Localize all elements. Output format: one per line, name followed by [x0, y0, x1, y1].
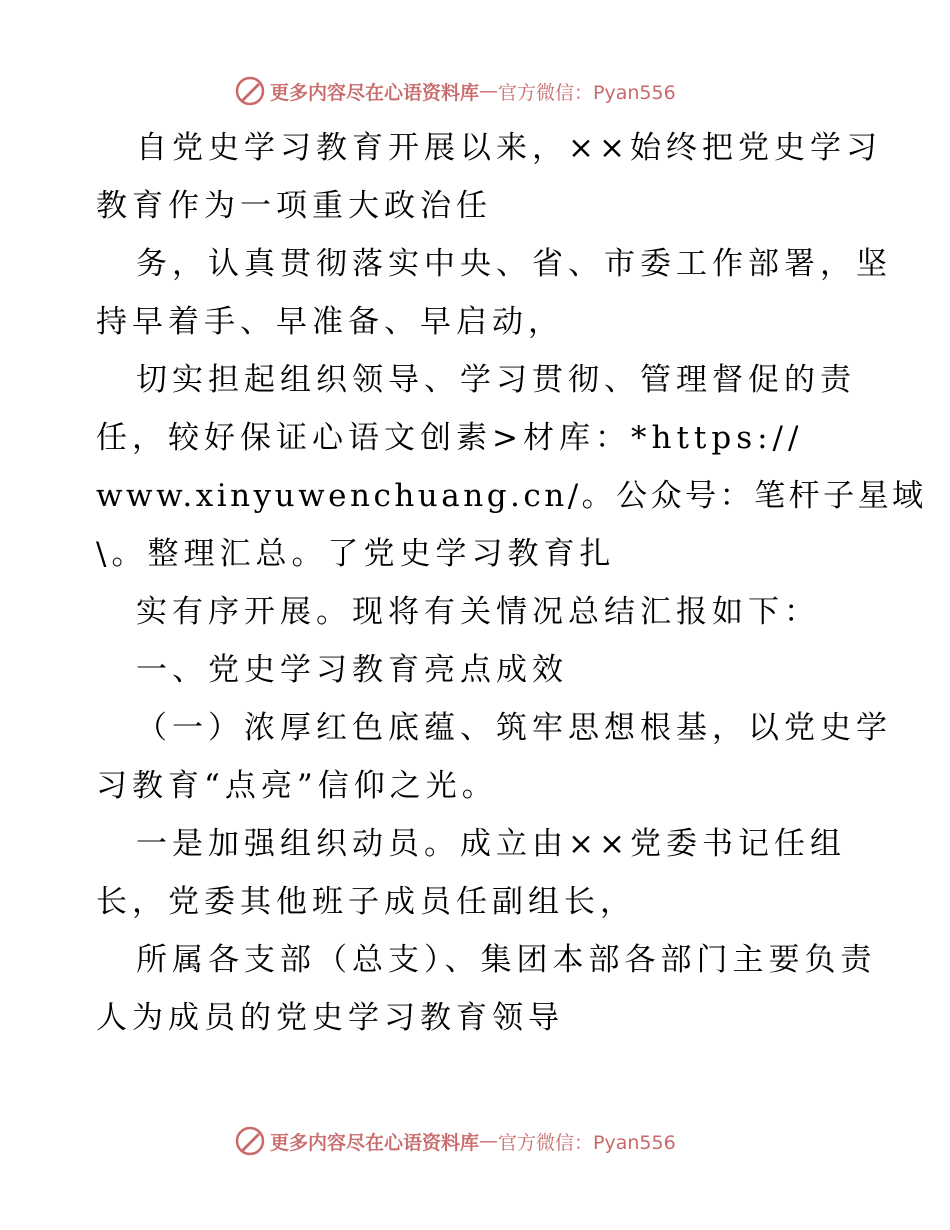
body-line: 自党史学习教育开展以来，××始终把党史学习: [136, 130, 882, 166]
body-line: \。整理汇总。了党史学习教育扎: [96, 536, 616, 572]
body-line: 教育作为一项重大政治任: [96, 188, 492, 224]
quill-logo-icon: [234, 1125, 266, 1157]
watermark-separator: —: [479, 80, 499, 102]
watermark-wechat: 官方微信：Pyan556: [498, 81, 676, 104]
watermark-brand: 更多内容尽在心语资料库: [270, 81, 480, 104]
quill-logo-icon: [234, 75, 266, 107]
body-line: 长，党委其他班子成员任副组长，: [96, 884, 636, 920]
footer-watermark: [234, 1124, 676, 1158]
subsection-heading-cont: 习教育“点亮”信仰之光。: [96, 768, 498, 804]
watermark-wechat: 官方微信：Pyan556: [498, 1131, 676, 1154]
body-line: 一是加强组织动员。成立由××党委书记任组: [136, 826, 846, 862]
body-line: 所属各支部（总支）、集团本部各部门主要负责: [136, 942, 877, 978]
body-line: 切实担起组织领导、学习贯彻、管理督促的责: [136, 362, 856, 398]
watermark-separator: —: [479, 1130, 499, 1152]
body-line-with-link: 任，较好保证心语文创素>材库：*https://: [96, 420, 804, 456]
body-line: 实有序开展。现将有关情况总结汇报如下：: [136, 594, 820, 630]
header-watermark: [234, 74, 676, 108]
subsection-heading: （一）浓厚红色底蕴、筑牢思想根基，以党史学: [136, 710, 892, 746]
section-heading: 一、党史学习教育亮点成效: [136, 652, 568, 688]
watermark-brand: 更多内容尽在心语资料库: [270, 1131, 480, 1154]
body-line: 务，认真贯彻落实中央、省、市委工作部署，坚: [136, 246, 892, 282]
body-line: 人为成员的党史学习教育领导: [96, 1000, 564, 1036]
body-line: 持早着手、早准备、早启动，: [96, 304, 564, 340]
body-line-url: www.xinyuwenchuang.cn/。公众号：笔杆子星域: [96, 478, 927, 514]
